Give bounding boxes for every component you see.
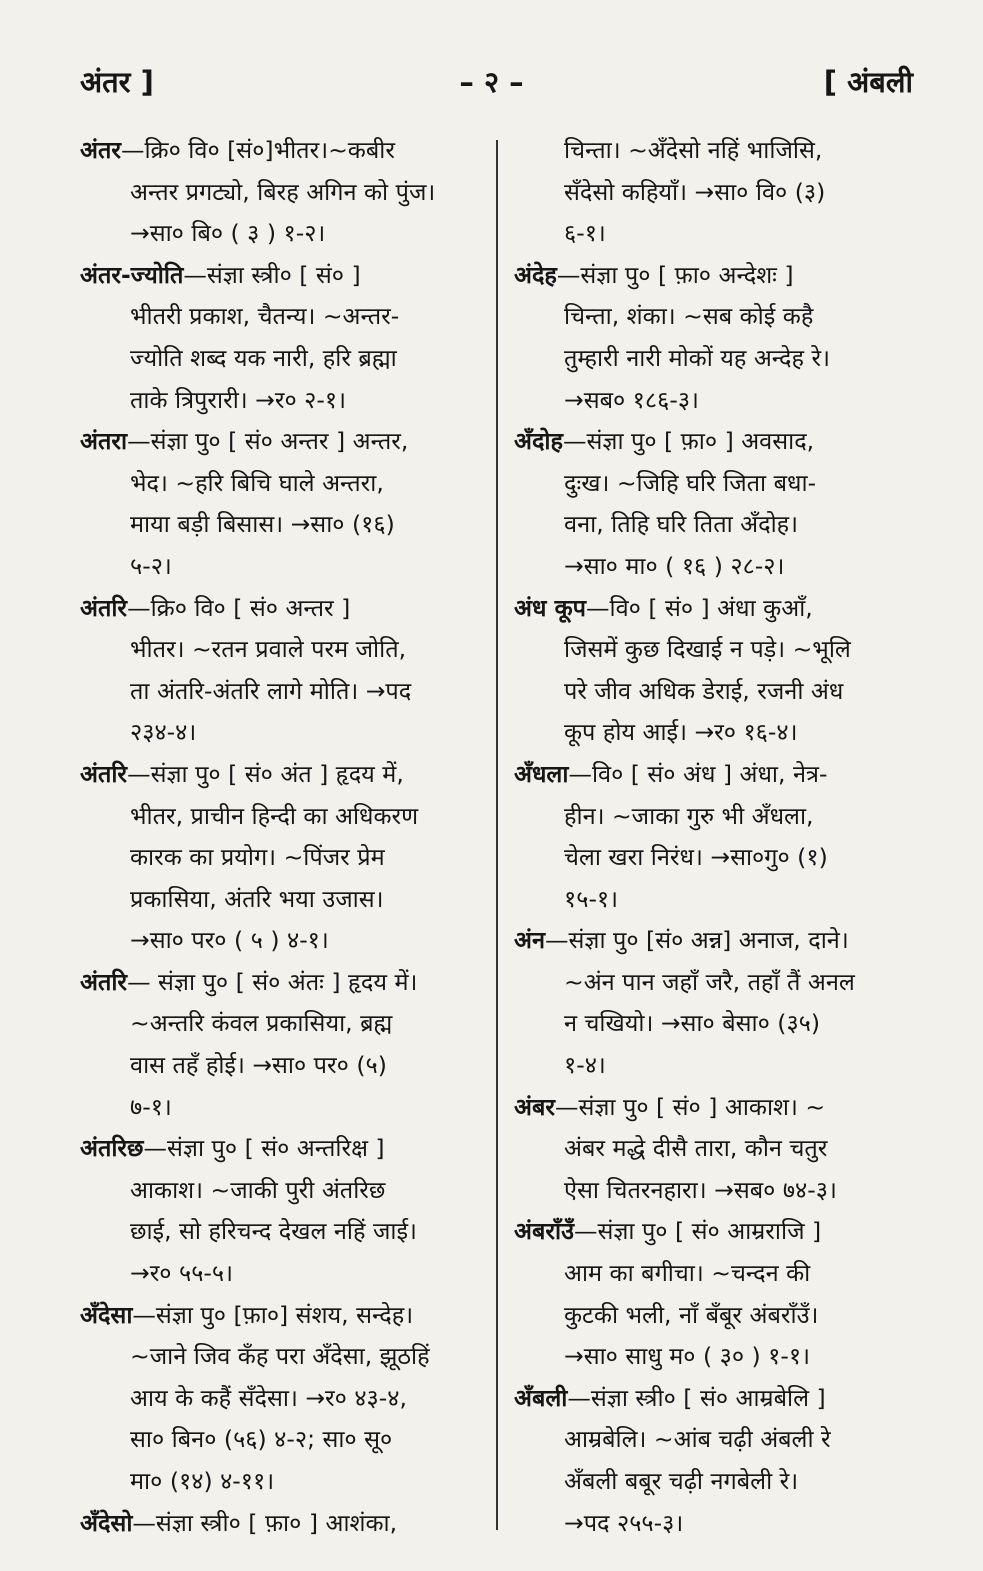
entry-text: —क्रि० वि० [ सं० अन्तर ] [127,593,351,622]
entry-text: —संज्ञा पु० [सं० अन्न] अनाज, दाने। [545,926,849,955]
dictionary-entry [514,1378,919,1544]
entry-headword: अंबराँउँ [514,1217,574,1246]
entry-text: छाई, सो हरिचन्द देखल नहिं जाई। [130,1217,417,1246]
entry-line [80,879,485,921]
dictionary-entry [80,588,485,754]
entry-line [80,380,485,422]
entry-line [514,920,919,962]
entry-headword: अंतर [80,136,121,164]
entry-line [514,546,919,588]
entry-line [80,504,485,546]
entry-line [514,504,919,546]
entry-text: —वि० [ सं० ] अंधा कुआँ, [585,593,813,622]
entry-text: ताके त्रिपुरारी। →र० २-१। [130,385,346,414]
entry-text: भीतर। ~रतन प्रवाले परम जोति, [130,635,407,664]
entry-text: चिन्ता, शंका। ~सब कोई कहै [564,302,814,331]
entry-line [80,1045,485,1087]
entry-text: ७-१। [130,1092,172,1121]
entry-line [80,796,485,838]
entry-text: जिसमें कुछ दिखाई न पड़े। ~भूलि [564,635,851,664]
entry-text: सँदेसो कहियाँ। →सा० वि० (३) [564,177,826,206]
entry-line [514,1003,919,1045]
entry-text: कूप होय आई। →र० १६-४। [564,718,798,747]
entry-text: न चखियो। →सा० बेसा० (३५) [564,1009,821,1038]
entry-text: →पद २५५-३। [564,1508,684,1537]
entry-line [514,1211,919,1253]
entry-text: आम्रबेलि। ~आंब चढ़ी अंबली रे [564,1425,831,1454]
entry-text: —संज्ञा पु० [ सं० आम्रराजि ] [573,1217,822,1246]
dictionary-entry [514,130,919,255]
entry-text: ~जाने जिव कँह परा अँदेसा, झूठहिं [130,1342,430,1371]
entry-line [80,255,485,297]
right-column [514,130,919,1544]
entry-headword: अंतरि [80,593,128,622]
entry-headword: अँदेसा [80,1300,133,1329]
entry-text: →सा० बि० ( ३ ) १-२। [130,219,326,248]
entry-line [514,338,919,380]
entry-line [514,130,919,172]
entry-line [514,1378,919,1420]
entry-line [80,1295,485,1337]
entry-text: ता अंतरि-अंतरि लागे मोति। →पद [130,676,412,705]
dictionary-entry [514,421,919,587]
entry-line [514,1170,919,1212]
entry-line [514,629,919,671]
dictionary-entry [514,588,919,754]
entry-line [80,213,485,255]
entry-line [514,1461,919,1503]
entry-line [514,296,919,338]
entry-text: —संज्ञा पु० [ सं० अन्तर ] अन्तर, [127,427,409,456]
entry-text: ~अंन पान जहाँ जरै, तहाँ तैं अनल [564,967,855,996]
entry-line [514,796,919,838]
entry-line [514,463,919,505]
entry-line [80,546,485,588]
dictionary-entry [80,1503,485,1545]
dictionary-entry [80,962,485,1128]
entry-text: —क्रि० वि० [सं०]भीतर।~कबीर [120,136,395,164]
entry-line [514,172,919,214]
entry-line [80,1503,485,1545]
entry-headword: अंतरा [80,427,128,456]
entry-text: ज्योति शब्द यक नारी, हरि ब्रह्मा [130,343,397,372]
entry-text: वास तहँ होई। →सा० पर० (५) [130,1051,387,1080]
entry-text: १-४। [564,1051,606,1080]
entry-line [80,172,485,214]
entry-line [514,380,919,422]
entry-text: →सब० १८६-३। [564,385,699,414]
entry-text: चिन्ता। ~अँदेसो नहिं भाजिसि, [564,136,823,164]
entry-headword: अंतर-ज्योति [80,260,184,289]
entry-line [80,962,485,1004]
entry-line [80,712,485,754]
entry-text: →र० ५५-५। [130,1259,234,1288]
entry-text: —संज्ञा पु० [ सं० अंत ] हृदय में, [127,759,404,788]
entry-text: सा० बिन० (५६) ४-२; सा० सू० [130,1425,393,1454]
entry-line [80,671,485,713]
entry-line [80,338,485,380]
left-column [80,130,485,1544]
entry-text: —संज्ञा पु० [ फ़ा० ] अवसाद, [563,427,815,456]
entry-line [514,1336,919,1378]
entry-text: —संज्ञा पु० [ फ़ा० अन्देशः ] [556,260,794,289]
entry-headword: अँदोह [514,427,563,456]
entry-text: अंबर मद्धे दीसै तारा, कौन चतुर [564,1134,828,1163]
header-right-guideword: [ अंबली [823,65,913,99]
entry-text: परे जीव अधिक डेराई, रजनी अंध [564,676,844,705]
entry-text: आम का बगीचा। ~चन्दन की [564,1259,811,1288]
entry-text: ऐसा चितरनहारा। →सब० ७४-३। [564,1175,837,1204]
entry-line [80,1003,485,1045]
page-header [0,62,983,106]
entry-text: भीतरी प्रकाश, चैतन्य। ~अन्तर- [130,302,400,331]
entry-text: कारक का प्रयोग। ~पिंजर प्रेम [130,843,385,872]
entry-headword: अंबर [514,1092,555,1121]
entry-text: माया बड़ी बिसास। →सा० (१६) [130,510,395,539]
dictionary-entry [80,255,485,421]
entry-headword: अंतरि [80,967,128,996]
entry-line [80,1087,485,1129]
entry-line [514,1295,919,1337]
entry-line [514,962,919,1004]
entry-headword: अंध कूप [514,593,586,622]
entry-line [514,255,919,297]
entry-text: —संज्ञा पु० [ सं० ] आकाश। ~ [554,1092,826,1121]
entry-line [80,1211,485,1253]
entry-text: अँबली बबूर चढ़ी नगबेली रे। [564,1467,799,1495]
entry-text: —संज्ञा स्त्री० [ सं० ] [183,260,361,289]
entry-text: ~अन्तरि कंवल प्रकासिया, ब्रह्म [130,1009,393,1038]
entry-text: आकाश। ~जाकी पुरी अंतरिछ [130,1175,386,1204]
entry-text: तुम्हारी नारी मोकों यह अन्देह रे। [564,343,831,372]
entry-line [80,1378,485,1420]
dictionary-entry [80,1295,485,1503]
entry-text: ६-१। [564,219,606,248]
entry-line [514,1253,919,1295]
entry-text: प्रकासिया, अंतरि भया उजास। [130,884,384,913]
entry-headword: अँधला [514,759,569,788]
entry-line [514,588,919,630]
dictionary-entry [80,421,485,587]
entry-text: भीतर, प्राचीन हिन्दी का अधिकरण [130,801,419,830]
entry-text: —संज्ञा स्त्री० [ सं० आम्रबेलि ] [567,1383,826,1412]
entry-text: चेला खरा निरंध। →सा०गु० (१) [564,843,828,872]
entry-line [514,754,919,796]
entry-line [80,1336,485,1378]
entry-line [514,1087,919,1129]
entry-text: —संज्ञा पु० [फ़ा०] संशय, सन्देह। [132,1300,414,1329]
entry-line [514,213,919,255]
entry-line [80,920,485,962]
dictionary-entry [514,1087,919,1212]
entry-text: १५-१। [564,884,619,913]
entry-line [514,671,919,713]
entry-text: अन्तर प्रगट्यो, बिरह अगिन को पुंज। [130,177,436,206]
entry-line [80,1461,485,1503]
dictionary-entry [80,1128,485,1294]
entry-line [514,1128,919,1170]
entry-text: २३४-४। [130,718,197,747]
entry-text: —संज्ञा पु० [ सं० अन्तरिक्ष ] [143,1134,385,1163]
entry-line [514,1045,919,1087]
entry-line [80,588,485,630]
entry-line [80,463,485,505]
entry-line [80,754,485,796]
header-page-number: – २ – [459,65,524,99]
entry-text: दुःख। ~जिहि घरि जिता बधा- [564,468,817,497]
entry-headword: अंतरि [80,759,128,788]
entry-line [80,1128,485,1170]
entry-text: →सा० पर० ( ५ ) ४-१। [130,926,329,955]
dictionary-entry [514,255,919,421]
dictionary-entry [514,1211,919,1377]
entry-headword: अंतरिछ [80,1134,144,1163]
dictionary-entry [514,920,919,1086]
entry-line [80,1170,485,1212]
entry-line [80,130,485,172]
entry-line [514,837,919,879]
column-divider [496,140,498,1530]
entry-text: वना, तिहि घरि तिता अँदोह। [564,510,799,539]
entry-line [80,837,485,879]
entry-headword: अंदेह [514,260,557,289]
entry-headword: अंन [514,926,545,955]
entry-text: —वि० [ सं० अंध ] अंधा, नेत्र- [568,759,828,788]
entry-text: मा० (१४) ४-११। [130,1467,275,1495]
entry-line [80,296,485,338]
entry-line [80,421,485,463]
entry-line [514,879,919,921]
entry-text: कुटकी भली, नाँ बँबूर अंबराँउँ। [564,1300,819,1329]
entry-headword: अँबली [514,1383,568,1412]
entry-text: भेद। ~हरि बिचि घाले अन्तरा, [130,468,384,497]
entry-line [514,1419,919,1461]
entry-line [80,629,485,671]
dictionary-entry [514,754,919,920]
entry-line [514,712,919,754]
entry-text: ५-२। [130,551,172,580]
dictionary-entry [80,130,485,255]
entry-text: — संज्ञा पु० [ सं० अंतः ] हृदय में। [127,967,418,996]
dictionary-entry [80,754,485,962]
entry-line [80,1253,485,1295]
entry-text: →सा० साधु म० ( ३० ) १-१। [564,1342,811,1371]
entry-line [514,421,919,463]
entry-line [80,1419,485,1461]
entry-line [514,1503,919,1545]
header-left-guideword: अंतर ] [80,65,154,99]
entry-text: →सा० मा० ( १६ ) २८-२। [564,551,785,580]
entry-text: —संज्ञा स्त्री० [ फ़ा० ] आशंका, [132,1508,398,1537]
entry-text: आय के कहैं सँदेसा। →र० ४३-४, [130,1383,407,1412]
entry-headword: अँदेसो [80,1508,133,1537]
entry-text: हीन। ~जाका गुरु भी अँधला, [564,801,814,830]
